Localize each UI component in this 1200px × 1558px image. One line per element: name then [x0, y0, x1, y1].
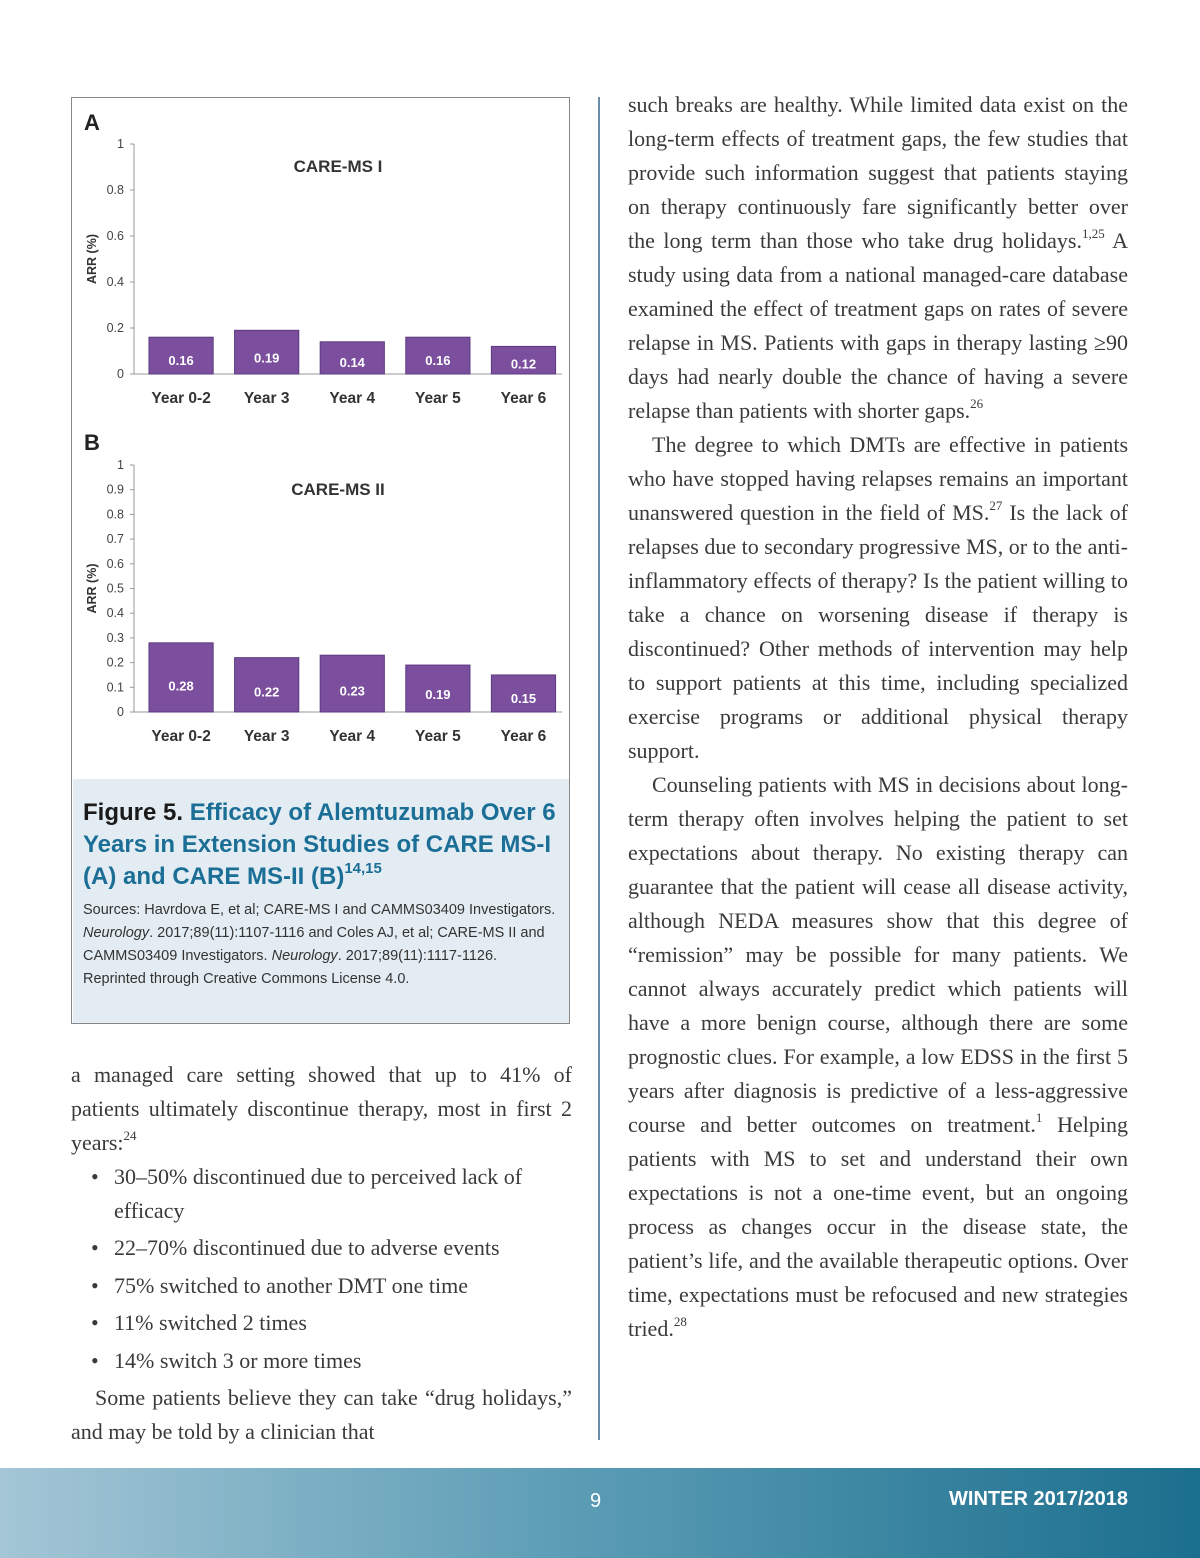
x-category-label: Year 0-2: [151, 390, 211, 407]
y-tick-label: 0: [117, 705, 124, 719]
ref-1: 1: [1035, 1109, 1043, 1125]
chart-care-ms-i: [72, 98, 569, 418]
y-tick-label: 0.6: [106, 556, 124, 571]
caption-sources: [83, 899, 559, 991]
bullet-item: • 22–70% discontinued due to adverse events: [71, 1231, 572, 1265]
page-number: 9: [590, 1490, 602, 1512]
p3-text-a: Counseling patients with MS in decisions about long-term therapy often involves helping the patient to set expectations about therapy. No existing therapy can guarantee that the patient will cease all disease activity, although NEDA measures show that this degree of “remission” may be possible for many patients. We cannot always accurately predict which patients will have a more benign course, although there are some prognostic clues. For example, a low EDSS in the first 5 years after diagnosis is predictive of a less-aggressive course and better outcomes on treatment.: [628, 772, 1128, 1137]
x-category-label: Year 3: [243, 390, 290, 407]
x-category-label: Year 4: [329, 728, 376, 745]
bar-value-label: 0.14: [339, 354, 365, 370]
bullet-item: • 14% switch 3 or more times: [71, 1344, 572, 1378]
right-paragraph-1: [628, 88, 1128, 428]
sources-text-1: Sources: Havrdova E, et al; CARE-MS I and CAMMS03409 Investigators.: [83, 902, 556, 918]
y-tick-label: 0.9: [106, 482, 124, 497]
figure-caption: [73, 779, 569, 1023]
bar-value-label: 0.16: [168, 353, 194, 369]
bullet-item: • 75% switched to another DMT one time: [71, 1269, 572, 1303]
ref-28: 28: [673, 1313, 687, 1329]
chart-title: CARE-MS I: [293, 157, 383, 176]
x-category-label: Year 5: [415, 390, 461, 407]
chart-care-ms-ii: [72, 420, 569, 760]
y-tick-label: 0.4: [106, 275, 124, 289]
right-column: [628, 88, 1128, 1346]
x-category-label: Year 6: [500, 728, 547, 745]
x-category-label: Year 3: [243, 728, 290, 745]
p1-text-a: such breaks are healthy. While limited data exist on the long-term effects of treatment gaps, the few studies that provide such information suggest that patients staying on therapy continuously fare significantly better over the long term than those who take drug holidays.: [628, 92, 1128, 253]
bullet-item: • 30–50% discontinued due to perceived lack of efficacy: [71, 1160, 572, 1228]
ref-27: 27: [989, 497, 1003, 513]
panel-label-b: B: [84, 430, 100, 455]
caption-label: Figure 5.: [83, 799, 184, 826]
bar-value-label: 0.19: [254, 350, 280, 366]
journal-name-2: Neurology: [271, 948, 338, 964]
figure-5: [71, 97, 570, 1024]
y-tick-label: 0.6: [106, 229, 124, 243]
ref-24: 24: [123, 1127, 137, 1143]
caption-title-ref: 14,15: [344, 860, 382, 877]
bar-value-label: 0.16: [425, 353, 451, 369]
journal-name-1: Neurology: [83, 925, 150, 941]
bar-value-label: 0.28: [168, 678, 194, 694]
right-paragraph-3: [628, 768, 1128, 1346]
panel-label-a: A: [84, 110, 100, 135]
page-footer: [0, 1468, 1200, 1558]
p2-text-a: The degree to which DMTs are effective in patients who have stopped having relapses remains an important unanswered question in the field of MS.: [628, 432, 1128, 525]
left-column: [71, 1058, 572, 1449]
bar-value-label: 0.19: [425, 687, 451, 703]
y-tick-label: 0.8: [106, 183, 124, 197]
caption-title-text: Efficacy of Alemtuzumab Over 6 Years in Extension Studies of CARE MS-I (A) and CARE MS-II (B): [83, 799, 556, 890]
y-tick-label: 0.3: [106, 630, 124, 645]
y-tick-label: 0.7: [106, 532, 124, 547]
p3-text-b: Helping patients with MS to set and understand their own expectations is not a one-time event, but an ongoing process as changes occur in the disease state, the patient’s life, and the available therapeutic options. Over time, expectations must be refocused and new strategies tried.: [628, 1112, 1128, 1341]
y-tick-label: 0.2: [106, 321, 124, 335]
x-category-label: Year 5: [415, 728, 461, 745]
ref-26: 26: [970, 395, 984, 411]
y-axis-label: ARR (%): [85, 234, 99, 284]
bar-value-label: 0.12: [510, 356, 537, 372]
bullet-item: • 11% switched 2 times: [71, 1306, 572, 1340]
y-tick-label: 1: [117, 458, 124, 472]
y-tick-label: 0.5: [106, 581, 124, 596]
y-tick-label: 0: [117, 367, 124, 381]
chart-title: CARE-MS II: [291, 480, 385, 499]
x-category-label: Year 6: [500, 390, 547, 407]
bar-year-0-2: [149, 643, 213, 712]
left-closing-paragraph: Some patients believe they can take “drug holidays,” and may be told by a clinician that: [71, 1384, 572, 1444]
issue-label: WINTER 2017/2018: [949, 1488, 1128, 1510]
p2-text-b: Is the lack of relapses due to secondary progressive MS, or to the anti-inflammatory effects of therapy? Is the patient willing to take a chance on worsening disease if therapy is discontinued? Other methods of intervention may help to support patients at this time, including specialized exercise programs or additional physical therapy support.: [628, 500, 1128, 763]
license-text: Reprinted through Creative Commons License 4.0.: [83, 971, 410, 987]
left-intro-paragraph: [71, 1058, 572, 1160]
ref-1-25: 1,25: [1082, 225, 1105, 241]
sources-text-2: . 2017;89(11):1107-1116 and Coles AJ, et al; CARE-MS II and CAMMS03409 Investigators.: [83, 925, 545, 964]
bar-value-label: 0.15: [510, 690, 537, 706]
column-divider: [598, 97, 600, 1440]
right-paragraph-2: [628, 428, 1128, 768]
sources-text-3: . 2017;89(11):1117-1126.: [337, 948, 498, 964]
y-tick-label: 0.2: [106, 655, 124, 670]
y-tick-label: 0.1: [106, 680, 124, 695]
y-axis-label: ARR (%): [85, 563, 99, 614]
y-tick-label: 0.8: [106, 507, 124, 522]
bar-value-label: 0.22: [254, 684, 280, 700]
discontinuation-bullet-list: [71, 1160, 572, 1378]
left-intro-text: a managed care setting showed that up to 41% of patients ultimately discontinue therapy, most in first 2 years:: [71, 1062, 572, 1155]
y-tick-label: 1: [117, 137, 124, 151]
x-category-label: Year 4: [329, 390, 376, 407]
bar-value-label: 0.23: [339, 683, 365, 699]
caption-title: [83, 797, 559, 893]
x-category-label: Year 0-2: [151, 728, 211, 745]
p1-text-b: A study using data from a national managed-care database examined the effect of treatment gaps on rates of severe relapse in MS. Patients with gaps in therapy lasting ≥90 days had nearly double the chance of having a severe relapse than patients with shorter gaps.: [628, 228, 1128, 423]
y-tick-label: 0.4: [106, 606, 124, 621]
